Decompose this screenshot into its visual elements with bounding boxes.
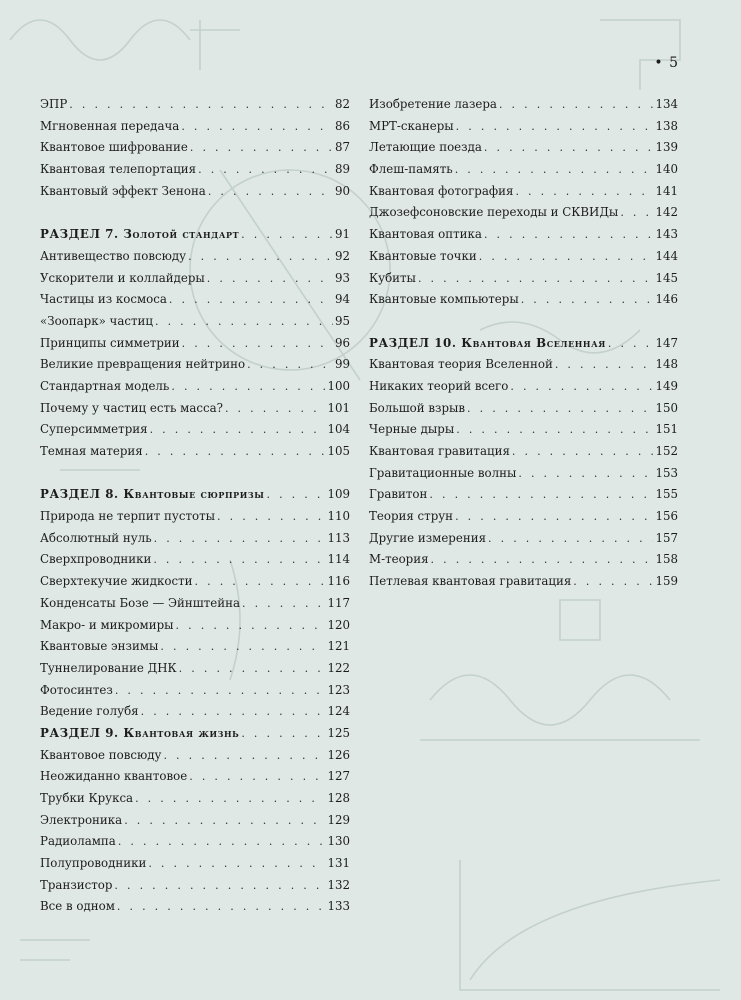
toc-entry-page: 94 [334, 292, 350, 307]
dot-leader [190, 137, 333, 159]
toc-entry-page: 109 [327, 487, 350, 502]
dot-leader [512, 441, 654, 463]
toc-entry[interactable] [40, 441, 350, 463]
toc-entry[interactable] [369, 268, 678, 290]
toc-entry[interactable] [369, 202, 678, 224]
toc-entry[interactable] [40, 615, 350, 637]
dot-leader [155, 311, 333, 333]
toc-entry[interactable] [369, 398, 678, 420]
toc-entry[interactable] [40, 896, 350, 918]
toc-entry[interactable] [40, 745, 350, 767]
toc-entry[interactable] [40, 181, 350, 203]
toc-entry-page: 143 [655, 227, 678, 242]
toc-entry-title: Изобретение лазера [369, 97, 497, 111]
toc-entry[interactable] [369, 116, 678, 138]
toc-entry-page: 159 [655, 574, 678, 589]
toc-entry[interactable] [40, 853, 350, 875]
toc-entry-page: 156 [655, 509, 678, 524]
toc-entry-title: Большой взрыв [369, 400, 466, 415]
toc-section-heading[interactable] [369, 333, 678, 355]
dot-leader [515, 181, 653, 203]
toc-entry-title: Полупроводники [40, 856, 147, 871]
toc-entry-title: Квантовый эффект Зенона [40, 183, 206, 198]
toc-entry[interactable] [40, 593, 350, 615]
toc-entry-title: Черные дыры [369, 422, 455, 437]
toc-entry-page: 95 [334, 313, 350, 328]
toc-entry-title: Квантовая телепортация [40, 162, 197, 177]
toc-entry-title: Квантовые энзимы [40, 639, 159, 654]
dot-leader [124, 810, 325, 832]
toc-entry-page: 128 [327, 791, 350, 805]
toc-section-heading[interactable] [40, 484, 350, 506]
toc-entry-title: Принципы симметрии [40, 335, 180, 350]
dot-leader [176, 615, 326, 637]
toc-entry-title: Летающие поезда [369, 140, 482, 155]
toc-entry-title: Сверхпроводники [40, 552, 152, 567]
toc-entry-title: Квантовая гравитация [369, 444, 510, 458]
toc-entry-page: 105 [327, 444, 350, 458]
toc-entry[interactable] [40, 680, 350, 702]
toc-entry-page: 144 [655, 248, 678, 263]
toc-entry-title: Суперсимметрия [40, 422, 148, 437]
toc-entry-page: 147 [655, 335, 678, 350]
toc-entry-title: Макро- и микромиры [40, 617, 174, 632]
toc-entry-page: 113 [327, 530, 350, 545]
dot-leader [148, 853, 325, 875]
toc-entry-title: Туннелирование ДНК [40, 660, 177, 675]
dot-leader [620, 202, 653, 224]
toc-entry-page: 120 [327, 617, 350, 632]
toc-spacer [40, 463, 350, 485]
toc-entry[interactable] [369, 354, 678, 376]
toc-entry-page: 114 [327, 552, 350, 567]
toc-entry[interactable] [40, 311, 350, 333]
dot-leader [267, 484, 326, 506]
toc-entry[interactable] [369, 376, 678, 398]
toc-entry[interactable] [40, 268, 350, 290]
toc-entry-title: МРТ-сканеры [369, 118, 454, 133]
dot-leader [188, 246, 333, 268]
toc-entry[interactable] [40, 159, 350, 181]
toc-entry-title: РАЗДЕЛ 8. Квантовые сюрпризы [40, 487, 265, 502]
toc-entry-title: РАЗДЕЛ 9. Квантовая жизнь [40, 725, 240, 740]
toc-entry-title: Квантовое повсюду [40, 747, 162, 762]
toc-entry[interactable] [369, 528, 678, 550]
dot-leader [247, 354, 333, 376]
dot-leader [195, 571, 326, 593]
dot-leader [217, 506, 325, 528]
toc-entry[interactable] [369, 94, 678, 116]
toc-entry-title: Конденсаты Бозе — Эйнштейна [40, 595, 240, 610]
toc-entry-page: 134 [655, 97, 678, 111]
toc-entry-title: Квантовая теория Вселенной [369, 357, 553, 372]
toc-entry[interactable] [40, 636, 350, 658]
dot-leader [163, 745, 325, 767]
dot-leader [455, 159, 654, 181]
toc-entry-title: Квантовое шифрование [40, 140, 188, 155]
toc-entry-title: Кубиты [369, 270, 416, 285]
dot-leader [135, 788, 325, 810]
toc-entry[interactable] [40, 571, 350, 593]
toc-section-heading[interactable] [40, 723, 350, 745]
toc-entry-title: Ускорители и коллайдеры [40, 270, 205, 285]
toc-entry-page: 158 [655, 552, 678, 567]
toc-entry-title: Великие превращения нейтрино [40, 357, 246, 372]
toc-entry[interactable] [369, 289, 678, 311]
dot-leader [479, 246, 654, 268]
toc-entry[interactable] [369, 549, 678, 571]
dot-leader [145, 441, 326, 463]
dot-leader [150, 419, 326, 441]
toc-entry[interactable] [369, 463, 678, 485]
toc-entry-title: Почему у частиц есть масса? [40, 400, 223, 415]
toc-entry-page: 149 [655, 378, 678, 393]
toc-entry-title: Все в одном [40, 899, 115, 914]
toc-entry-title: Квантовая фотография [369, 183, 514, 198]
dot-leader [153, 549, 325, 571]
toc-entry-page: 116 [327, 574, 350, 589]
toc-entry-title: Транзистор [40, 877, 113, 892]
dot-leader [456, 419, 653, 441]
dot-leader [182, 333, 333, 355]
toc-entry-page: 101 [327, 400, 350, 415]
toc-entry-title: Частицы из космоса [40, 292, 167, 307]
toc-entry-page: 138 [655, 118, 678, 133]
dot-leader [241, 723, 325, 745]
toc-entry-title: Электроника [40, 812, 123, 827]
dot-leader [488, 528, 653, 550]
toc-entry[interactable] [369, 506, 678, 528]
toc-entry-title: Абсолютный нуль [40, 530, 152, 545]
toc-entry-title: Теория струн [369, 509, 454, 524]
toc-entry-page: 140 [655, 162, 678, 177]
toc-entry-page: 129 [327, 812, 350, 827]
toc-entry-page: 104 [327, 422, 350, 437]
toc-entry-title: Природа не терпит пустоты [40, 509, 216, 524]
dot-leader [189, 766, 325, 788]
dot-leader [431, 549, 654, 571]
dot-leader [573, 571, 653, 593]
toc-entry-title: РАЗДЕЛ 10. Квантовая Вселенная [369, 335, 606, 350]
toc-entry-page: 141 [655, 183, 678, 198]
toc-entry[interactable] [369, 246, 678, 268]
toc-entry-title: Гравитон [369, 487, 428, 502]
toc-entry[interactable] [40, 788, 350, 810]
toc-entry-title: РАЗДЕЛ 7. Золотой стандарт [40, 227, 240, 242]
toc-entry-page: 126 [327, 747, 350, 762]
toc-entry-title: Мгновенная передача [40, 118, 180, 133]
dot-leader [521, 289, 654, 311]
toc-entry-page: 122 [327, 660, 350, 675]
dot-leader [69, 94, 333, 116]
toc-entry-page: 87 [334, 140, 350, 155]
toc-entry-page: 86 [334, 118, 350, 133]
toc-entry-title: Антивещество повсюду [40, 248, 187, 263]
toc-entry-page: 146 [655, 292, 678, 307]
dot-leader [198, 159, 333, 181]
toc-entry-page: 133 [327, 899, 350, 914]
dot-leader [160, 636, 325, 658]
dot-leader [207, 268, 333, 290]
toc-entry-title: Гравитационные волны [369, 465, 517, 480]
dot-leader [141, 701, 326, 723]
toc-entry-title: Джозефсоновские переходы и СКВИДы [369, 205, 619, 220]
dot-leader [484, 137, 654, 159]
dot-leader [169, 289, 333, 311]
toc-entry-page: 90 [334, 183, 350, 198]
toc-entry-page: 125 [327, 725, 350, 740]
dot-leader [455, 506, 653, 528]
toc-entry-title: Квантовые точки [369, 248, 477, 263]
toc-entry-page: 100 [327, 378, 350, 393]
toc-entry[interactable] [40, 376, 350, 398]
toc-entry[interactable] [40, 810, 350, 832]
dot-leader [484, 224, 654, 246]
toc-entry[interactable] [40, 831, 350, 853]
toc-entry-title: Ведение голубя [40, 704, 139, 719]
toc-entry[interactable] [40, 506, 350, 528]
toc-entry-title: Квантовая оптика [369, 227, 482, 242]
dot-leader [456, 116, 654, 138]
toc-spacer [369, 311, 678, 333]
dot-leader [555, 354, 654, 376]
toc-entry-page: 124 [327, 704, 350, 719]
dot-leader [499, 94, 654, 116]
toc-entry-title: Стандартная модель [40, 378, 170, 393]
toc-entry-title: Неожиданно квантовое [40, 769, 188, 784]
toc-entry-title: ЭПР [40, 97, 68, 111]
toc-entry-page: 151 [655, 422, 678, 437]
dot-leader [118, 831, 326, 853]
toc-entry-page: 92 [334, 248, 350, 263]
toc-entry-page: 148 [655, 357, 678, 372]
toc-entry[interactable] [369, 137, 678, 159]
dot-leader [241, 224, 333, 246]
dot-leader [208, 181, 333, 203]
toc-entry[interactable] [40, 94, 350, 116]
toc-entry-page: 152 [655, 444, 678, 458]
dot-leader [117, 896, 326, 918]
toc-section-heading[interactable] [40, 224, 350, 246]
toc-entry-title: Флеш-память [369, 162, 453, 177]
toc-entry[interactable] [40, 354, 350, 376]
toc-entry[interactable] [369, 224, 678, 246]
dot-leader [115, 680, 326, 702]
toc-entry[interactable] [369, 159, 678, 181]
toc-entry[interactable] [40, 289, 350, 311]
toc-entry[interactable] [369, 571, 678, 593]
toc-entry[interactable] [40, 333, 350, 355]
toc-entry-page: 145 [655, 270, 678, 285]
toc-entry-page: 99 [334, 357, 350, 372]
dot-leader [467, 398, 653, 420]
toc-entry[interactable] [40, 701, 350, 723]
toc-entry-page: 117 [327, 595, 350, 610]
toc-entry[interactable] [40, 658, 350, 680]
toc-entry-title: Квантовые компьютеры [369, 292, 519, 307]
toc-entry[interactable] [369, 419, 678, 441]
toc-entry-page: 153 [655, 465, 678, 480]
toc-spacer [40, 202, 350, 224]
toc-entry-title: Никаких теорий всего [369, 378, 509, 393]
toc-left-column [40, 94, 350, 918]
toc-entry-page: 131 [327, 856, 350, 871]
toc-entry[interactable] [40, 875, 350, 897]
dot-leader [171, 376, 325, 398]
dot-leader [608, 333, 654, 355]
toc-entry-page: 96 [334, 335, 350, 350]
toc-entry[interactable] [40, 419, 350, 441]
toc-entry-page: 82 [334, 97, 350, 111]
toc-entry[interactable] [40, 528, 350, 550]
toc-entry[interactable] [40, 116, 350, 138]
toc-entry-title: Фотосинтез [40, 682, 113, 697]
page-number: • 5 [654, 55, 679, 71]
dot-leader [179, 658, 326, 680]
toc-entry-page: 127 [327, 769, 350, 784]
toc-entry[interactable] [369, 484, 678, 506]
toc-entry-page: 93 [334, 270, 350, 285]
dot-leader [418, 268, 654, 290]
dot-leader [429, 484, 653, 506]
toc-entry-page: 130 [327, 834, 350, 849]
toc-entry[interactable] [40, 398, 350, 420]
toc-entry-title: Трубки Крукса [40, 791, 134, 805]
toc-entry[interactable] [40, 137, 350, 159]
toc-entry-page: 91 [334, 227, 350, 242]
toc-entry[interactable] [40, 549, 350, 571]
toc-entry-page: 142 [655, 205, 678, 220]
toc-entry-title: М-теория [369, 552, 429, 567]
dot-leader [242, 593, 325, 615]
toc-entry-title: Темная материя [40, 444, 143, 458]
dot-leader [510, 376, 653, 398]
toc-entry-title: «Зоопарк» частиц [40, 313, 153, 328]
toc-entry-page: 123 [327, 682, 350, 697]
toc-entry-page: 132 [327, 877, 350, 892]
toc-entry-title: Другие измерения [369, 530, 487, 545]
dot-leader [225, 398, 326, 420]
toc-entry-title: Радиолампа [40, 834, 116, 849]
toc-entry[interactable] [40, 766, 350, 788]
toc-entry-page: 155 [655, 487, 678, 502]
dot-leader [154, 528, 326, 550]
toc-right-column [369, 94, 678, 593]
dot-leader [181, 116, 333, 138]
toc-entry[interactable] [40, 246, 350, 268]
toc-entry-title: Петлевая квантовая гравитация [369, 574, 572, 589]
dot-leader [518, 463, 653, 485]
toc-entry-page: 139 [655, 140, 678, 155]
toc-entry-page: 157 [655, 530, 678, 545]
toc-entry-page: 110 [327, 509, 350, 524]
toc-entry-page: 89 [334, 162, 350, 177]
toc-entry-page: 150 [655, 400, 678, 415]
toc-entry-page: 121 [327, 639, 350, 654]
dot-leader [114, 875, 325, 897]
toc-entry[interactable] [369, 181, 678, 203]
toc-entry[interactable] [369, 441, 678, 463]
toc-entry-title: Сверхтекучие жидкости [40, 574, 193, 589]
